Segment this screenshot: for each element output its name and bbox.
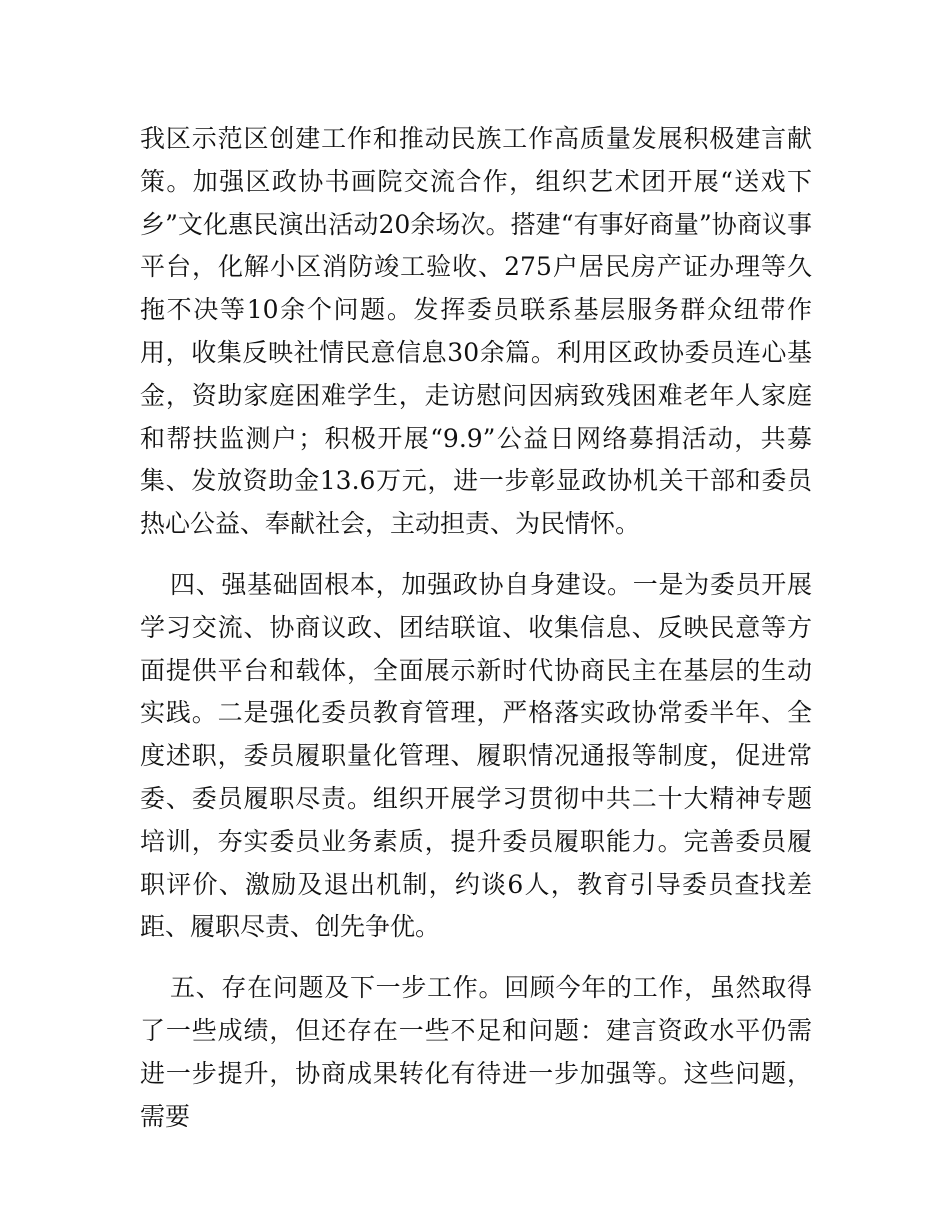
paragraph-3: 五、存在问题及下一步工作。回顾今年的工作，虽然取得了一些成绩，但还存在一些不足和问题：建言资政水平仍需进一步提升，协商成果转化有待进一步加强等。这些问题，需要 xyxy=(140,973,812,1131)
paragraph-2: 四、强基础固根本，加强政协自身建设。一是为委员开展学习交流、协商议政、团结联谊、收集信息、反映民意等方面提供平台和载体，全面展示新时代协商民主在基层的生动实践。二是强化委员教育管理，严格落实政协常委半年、全度述职，委员履职量化管理、履职情况通报等制度，促进常委、委员履职尽责。组织开展学习贯彻中共二十大精神专题培训，夯实委员业务素质，提升委员履职能力。完善委员履职评价、激励及退出机制，约谈6人，教育引导委员查找差距、履职尽责、创先争优。 xyxy=(140,569,812,942)
document-page xyxy=(140,118,812,1138)
paragraph-1: 我区示范区创建工作和推动民族工作高质量发展积极建言献策。加强区政协书画院交流合作，组织艺术团开展“送戏下乡”文化惠民演出活动20余场次。搭建“有事好商量”协商议事平台，化解小区消防竣工验收、275户居民房产证办理等久拖不决等10余个问题。发挥委员联系基层服务群众纽带作用，收集反映社情民意信息30余篇。利用区政协委员连心基金，资助家庭困难学生，走访慰问因病致残困难老年人家庭和帮扶监测户；积极开展“9.9”公益日网络募捐活动，共募集、发放资助金13.6万元，进一步彰显政协机关干部和委员热心公益、奉献社会，主动担责、为民情怀。 xyxy=(140,124,812,539)
